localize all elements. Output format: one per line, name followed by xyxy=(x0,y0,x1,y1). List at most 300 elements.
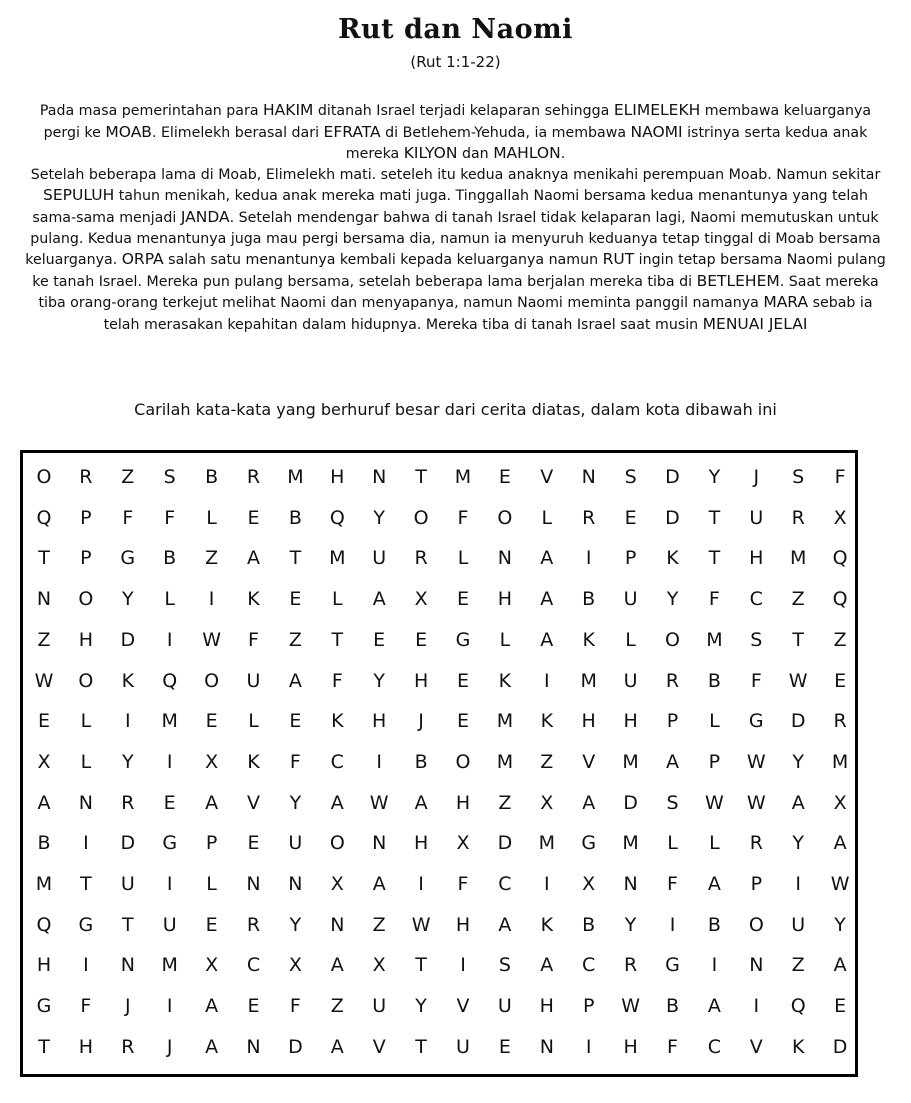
grid-letter[interactable]: P xyxy=(624,547,637,570)
grid-letter[interactable]: K xyxy=(540,710,554,733)
grid-letter[interactable]: F xyxy=(289,750,301,773)
grid-letter[interactable]: P xyxy=(708,750,721,773)
grid-letter[interactable]: T xyxy=(331,628,344,651)
grid-letter[interactable]: G xyxy=(120,547,136,570)
grid-letter[interactable]: I xyxy=(124,710,131,733)
grid-letter[interactable]: F xyxy=(164,506,176,529)
grid-letter[interactable]: F xyxy=(457,873,469,895)
grid-letter[interactable]: E xyxy=(415,628,428,651)
grid-letter[interactable]: A xyxy=(833,954,847,977)
grid-letter[interactable]: T xyxy=(38,1035,50,1058)
grid-letter[interactable]: N xyxy=(246,873,261,895)
grid-letter[interactable]: D xyxy=(665,466,680,488)
grid-letter[interactable]: A xyxy=(833,832,847,855)
grid-letter[interactable]: I xyxy=(795,873,801,895)
grid-letter[interactable]: X xyxy=(456,832,470,855)
grid-letter[interactable]: H xyxy=(78,628,94,651)
grid-letter[interactable]: I xyxy=(585,547,592,570)
grid-letter[interactable]: P xyxy=(582,995,595,1018)
grid-letter[interactable]: U xyxy=(749,506,764,529)
grid-letter[interactable]: A xyxy=(288,669,302,692)
grid-letter[interactable]: V xyxy=(247,791,260,814)
grid-letter[interactable]: Z xyxy=(205,547,219,570)
grid-letter[interactable]: M xyxy=(580,669,597,692)
grid-letter[interactable]: I xyxy=(418,873,424,895)
grid-letter[interactable]: E xyxy=(247,995,260,1018)
grid-letter[interactable]: G xyxy=(455,628,471,651)
grid-letter[interactable]: M xyxy=(538,832,555,855)
grid-letter[interactable]: X xyxy=(833,506,847,529)
grid-letter[interactable]: T xyxy=(289,547,302,570)
grid-letter[interactable]: H xyxy=(413,832,429,855)
grid-letter[interactable]: I xyxy=(166,995,173,1018)
grid-letter[interactable]: B xyxy=(665,995,680,1018)
grid-letter[interactable]: V xyxy=(372,1035,386,1058)
grid-letter[interactable]: D xyxy=(832,1035,848,1058)
grid-letter[interactable]: K xyxy=(498,669,512,692)
grid-letter[interactable]: Z xyxy=(791,588,805,611)
grid-letter[interactable]: M xyxy=(789,547,807,570)
grid-letter[interactable]: N xyxy=(372,466,387,488)
grid-letter[interactable]: Q xyxy=(790,995,806,1018)
grid-letter[interactable]: F xyxy=(331,669,343,692)
grid-letter[interactable]: N xyxy=(581,466,596,488)
grid-letter[interactable]: P xyxy=(666,710,679,733)
grid-letter[interactable]: M xyxy=(287,466,304,488)
grid-letter[interactable]: Y xyxy=(373,506,385,529)
grid-letter[interactable]: S xyxy=(163,466,176,488)
grid-letter[interactable]: O xyxy=(329,832,345,855)
grid-letter[interactable]: T xyxy=(38,547,50,570)
grid-letter[interactable]: M xyxy=(329,547,346,570)
grid-letter[interactable]: Y xyxy=(121,750,134,773)
grid-letter[interactable]: A xyxy=(330,1035,344,1058)
grid-letter[interactable]: S xyxy=(792,466,805,488)
grid-letter[interactable]: L xyxy=(248,710,259,733)
grid-letter[interactable]: X xyxy=(205,750,219,773)
grid-letter[interactable]: E xyxy=(498,466,511,488)
grid-letter[interactable]: X xyxy=(414,588,428,611)
grid-letter[interactable]: T xyxy=(80,873,92,895)
grid-letter[interactable]: E xyxy=(205,710,218,733)
grid-letter[interactable]: H xyxy=(455,791,471,814)
grid-letter[interactable]: N xyxy=(36,588,52,611)
grid-letter[interactable]: L xyxy=(709,832,720,855)
grid-letter[interactable]: C xyxy=(330,750,344,773)
grid-letter[interactable]: P xyxy=(750,873,763,895)
grid-letter[interactable]: L xyxy=(709,710,720,733)
grid-letter[interactable]: O xyxy=(455,750,471,773)
grid-letter[interactable]: O xyxy=(36,466,52,488)
grid-letter[interactable]: V xyxy=(749,1035,763,1058)
grid-letter[interactable]: N xyxy=(78,791,93,814)
grid-letter[interactable]: K xyxy=(791,1035,805,1058)
grid-letter[interactable]: G xyxy=(36,995,52,1018)
grid-letter[interactable]: Y xyxy=(792,832,804,855)
grid-letter[interactable]: X xyxy=(540,791,554,814)
grid-letter[interactable]: D xyxy=(120,628,136,651)
grid-letter[interactable]: N xyxy=(497,547,512,570)
grid-letter[interactable]: N xyxy=(539,1035,554,1058)
grid-letter[interactable]: O xyxy=(204,669,220,692)
grid-letter[interactable]: O xyxy=(78,669,94,692)
grid-letter[interactable]: V xyxy=(582,750,596,773)
grid-letter[interactable]: E xyxy=(289,710,302,733)
grid-letter[interactable]: U xyxy=(288,832,303,855)
grid-letter[interactable]: A xyxy=(707,995,721,1018)
grid-letter[interactable]: K xyxy=(121,669,135,692)
grid-letter[interactable]: H xyxy=(372,710,387,733)
grid-letter[interactable]: Y xyxy=(792,750,804,773)
grid-letter[interactable]: W xyxy=(788,669,808,692)
grid-letter[interactable]: F xyxy=(667,873,678,895)
grid-letter[interactable]: R xyxy=(79,466,93,488)
grid-letter[interactable]: I xyxy=(376,750,382,773)
grid-letter[interactable]: F xyxy=(834,466,846,488)
grid-letter[interactable]: M xyxy=(496,750,514,773)
grid-letter[interactable]: C xyxy=(246,954,261,977)
grid-letter[interactable]: G xyxy=(78,913,94,936)
grid-letter[interactable]: R xyxy=(246,466,261,488)
grid-letter[interactable]: I xyxy=(543,669,550,692)
grid-letter[interactable]: L xyxy=(667,832,678,855)
grid-letter[interactable]: B xyxy=(205,466,219,488)
grid-letter[interactable]: O xyxy=(497,506,513,529)
grid-letter[interactable]: U xyxy=(372,995,387,1018)
grid-letter[interactable]: B xyxy=(163,547,177,570)
grid-letter[interactable]: F xyxy=(457,506,469,529)
grid-letter[interactable]: L xyxy=(457,547,469,570)
grid-letter[interactable]: L xyxy=(625,628,636,651)
grid-letter[interactable]: W xyxy=(704,791,724,814)
grid-letter[interactable]: E xyxy=(163,791,176,814)
grid-letter[interactable]: D xyxy=(623,791,638,814)
grid-letter[interactable]: I xyxy=(83,954,89,977)
grid-letter[interactable]: R xyxy=(246,913,261,936)
grid-letter[interactable]: H xyxy=(36,954,52,977)
grid-letter[interactable]: T xyxy=(415,1035,427,1058)
grid-letter[interactable]: O xyxy=(413,506,429,529)
grid-letter[interactable]: K xyxy=(247,588,260,611)
grid-letter[interactable]: H xyxy=(330,466,345,488)
grid-letter[interactable]: M xyxy=(454,466,472,488)
grid-letter[interactable]: A xyxy=(582,791,596,814)
grid-letter[interactable]: A xyxy=(372,873,386,895)
grid-letter[interactable]: A xyxy=(791,791,805,814)
grid-letter[interactable]: J xyxy=(753,466,760,488)
grid-letter[interactable]: A xyxy=(205,995,219,1018)
grid-letter[interactable]: Z xyxy=(540,750,554,773)
grid-letter[interactable]: A xyxy=(330,791,344,814)
grid-letter[interactable]: A xyxy=(330,954,344,977)
grid-letter[interactable]: R xyxy=(121,1035,135,1058)
grid-letter[interactable]: D xyxy=(288,1035,303,1058)
grid-letter[interactable]: I xyxy=(669,913,676,936)
grid-letter[interactable]: U xyxy=(372,547,387,570)
grid-letter[interactable]: N xyxy=(372,832,387,855)
grid-letter[interactable]: B xyxy=(582,588,596,611)
grid-letter[interactable]: A xyxy=(540,954,554,977)
grid-letter[interactable]: Y xyxy=(708,466,721,488)
grid-letter[interactable]: Y xyxy=(289,791,302,814)
grid-letter[interactable]: R xyxy=(623,954,638,977)
grid-letter[interactable]: I xyxy=(166,873,173,895)
grid-letter[interactable]: T xyxy=(708,506,721,529)
grid-letter[interactable]: A xyxy=(372,588,386,611)
grid-letter[interactable]: Y xyxy=(415,995,427,1018)
grid-letter[interactable]: E xyxy=(373,628,386,651)
grid-letter[interactable]: E xyxy=(456,588,469,611)
grid-letter[interactable]: R xyxy=(582,506,596,529)
grid-letter[interactable]: E xyxy=(289,588,302,611)
grid-letter[interactable]: X xyxy=(582,873,596,895)
grid-letter[interactable]: N xyxy=(749,954,764,977)
grid-letter[interactable]: U xyxy=(623,588,638,611)
grid-letter[interactable]: E xyxy=(205,913,218,936)
grid-letter[interactable]: U xyxy=(246,669,261,692)
grid-letter[interactable]: V xyxy=(540,466,554,488)
grid-letter[interactable]: L xyxy=(206,506,217,529)
grid-letter[interactable]: M xyxy=(831,750,849,773)
grid-letter[interactable]: D xyxy=(497,832,513,855)
grid-letter[interactable]: E xyxy=(498,1035,511,1058)
grid-letter[interactable]: W xyxy=(369,791,389,814)
grid-letter[interactable]: M xyxy=(35,873,53,895)
grid-letter[interactable]: I xyxy=(208,588,215,611)
grid-letter[interactable]: A xyxy=(666,750,679,773)
grid-letter[interactable]: N xyxy=(120,954,135,977)
grid-letter[interactable]: U xyxy=(162,913,177,936)
grid-letter[interactable]: F xyxy=(122,506,134,529)
grid-letter[interactable]: P xyxy=(80,506,92,529)
grid-letter[interactable]: W xyxy=(830,873,850,895)
grid-letter[interactable]: R xyxy=(833,710,847,733)
grid-letter[interactable]: N xyxy=(330,913,345,936)
grid-letter[interactable]: A xyxy=(707,873,721,895)
grid-letter[interactable]: J xyxy=(166,1035,173,1058)
grid-letter[interactable]: E xyxy=(624,506,637,529)
grid-letter[interactable]: W xyxy=(202,628,221,651)
grid-letter[interactable]: X xyxy=(37,750,51,773)
grid-letter[interactable]: I xyxy=(711,954,718,977)
grid-letter[interactable]: B xyxy=(288,506,302,529)
grid-letter[interactable]: C xyxy=(707,1035,722,1058)
grid-letter[interactable]: E xyxy=(834,995,847,1018)
grid-letter[interactable]: R xyxy=(121,791,135,814)
grid-letter[interactable]: E xyxy=(247,506,260,529)
grid-letter[interactable]: X xyxy=(330,873,344,895)
grid-letter[interactable]: O xyxy=(665,628,680,651)
grid-letter[interactable]: Z xyxy=(121,466,135,488)
grid-letter[interactable]: A xyxy=(540,628,554,651)
grid-letter[interactable]: K xyxy=(540,913,554,936)
grid-letter[interactable]: T xyxy=(415,954,427,977)
grid-letter[interactable]: E xyxy=(37,710,50,733)
grid-letter[interactable]: N xyxy=(623,873,638,895)
grid-letter[interactable]: D xyxy=(790,710,806,733)
grid-letter[interactable]: Z xyxy=(791,954,805,977)
grid-letter[interactable]: I xyxy=(543,873,550,895)
grid-letter[interactable]: A xyxy=(205,1035,219,1058)
grid-letter[interactable]: I xyxy=(166,628,173,651)
grid-letter[interactable]: I xyxy=(753,995,760,1018)
grid-letter[interactable]: H xyxy=(623,1035,638,1058)
grid-letter[interactable]: A xyxy=(205,791,219,814)
grid-letter[interactable]: F xyxy=(289,995,301,1018)
grid-letter[interactable]: K xyxy=(666,547,679,570)
grid-letter[interactable]: L xyxy=(164,588,175,611)
grid-letter[interactable]: J xyxy=(124,995,131,1018)
grid-letter[interactable]: O xyxy=(748,913,764,936)
grid-letter[interactable]: Z xyxy=(37,628,51,651)
grid-letter[interactable]: Z xyxy=(498,791,512,814)
grid-letter[interactable]: V xyxy=(456,995,470,1018)
grid-letter[interactable]: H xyxy=(78,1035,94,1058)
grid-letter[interactable]: F xyxy=(667,1035,678,1058)
grid-letter[interactable]: B xyxy=(582,913,596,936)
grid-letter[interactable]: X xyxy=(372,954,386,977)
grid-letter[interactable]: U xyxy=(623,669,638,692)
grid-letter[interactable]: Z xyxy=(288,628,302,651)
grid-letter[interactable]: D xyxy=(120,832,136,855)
grid-letter[interactable]: X xyxy=(205,954,219,977)
grid-letter[interactable]: S xyxy=(666,791,679,814)
grid-letter[interactable]: N xyxy=(288,873,303,895)
grid-letter[interactable]: P xyxy=(205,832,218,855)
grid-letter[interactable]: M xyxy=(622,832,639,855)
grid-letter[interactable]: A xyxy=(540,588,554,611)
grid-letter[interactable]: Y xyxy=(289,913,302,936)
grid-letter[interactable]: U xyxy=(120,873,135,895)
grid-letter[interactable]: M xyxy=(622,750,639,773)
grid-letter[interactable]: Z xyxy=(330,995,344,1018)
grid-letter[interactable]: J xyxy=(418,710,424,733)
grid-letter[interactable]: Y xyxy=(834,913,846,936)
grid-letter[interactable]: S xyxy=(498,954,511,977)
grid-letter[interactable]: Q xyxy=(36,913,52,936)
grid-letter[interactable]: M xyxy=(706,628,723,651)
grid-letter[interactable]: U xyxy=(456,1035,470,1058)
grid-letter[interactable]: G xyxy=(162,832,178,855)
grid-letter[interactable]: G xyxy=(748,710,764,733)
grid-letter[interactable]: C xyxy=(749,588,763,611)
grid-letter[interactable]: E xyxy=(456,669,469,692)
grid-letter[interactable]: F xyxy=(248,628,259,651)
grid-letter[interactable]: X xyxy=(833,791,847,814)
grid-letter[interactable]: Q xyxy=(832,588,848,611)
grid-letter[interactable]: S xyxy=(750,628,763,651)
grid-letter[interactable]: R xyxy=(791,506,805,529)
grid-letter[interactable]: L xyxy=(499,628,511,651)
grid-letter[interactable]: H xyxy=(581,710,596,733)
grid-letter[interactable]: R xyxy=(414,547,428,570)
grid-letter[interactable]: R xyxy=(665,669,680,692)
grid-letter[interactable]: T xyxy=(121,913,134,936)
grid-letter[interactable]: H xyxy=(539,995,554,1018)
grid-letter[interactable]: Y xyxy=(373,669,385,692)
grid-letter[interactable]: L xyxy=(541,506,553,529)
grid-letter[interactable]: H xyxy=(413,669,429,692)
grid-letter[interactable]: W xyxy=(34,669,54,692)
grid-letter[interactable]: W xyxy=(411,913,431,936)
grid-letter[interactable]: H xyxy=(455,913,471,936)
grid-letter[interactable]: B xyxy=(707,913,721,936)
grid-letter[interactable]: R xyxy=(749,832,763,855)
grid-letter[interactable]: T xyxy=(415,466,427,488)
grid-letter[interactable]: B xyxy=(37,832,51,855)
grid-letter[interactable]: L xyxy=(332,588,343,611)
grid-letter[interactable]: F xyxy=(708,588,720,611)
grid-letter[interactable]: I xyxy=(83,832,89,855)
grid-letter[interactable]: U xyxy=(497,995,512,1018)
grid-letter[interactable]: G xyxy=(665,954,680,977)
grid-letter[interactable]: A xyxy=(37,791,51,814)
grid-letter[interactable]: B xyxy=(707,669,721,692)
grid-letter[interactable]: C xyxy=(498,873,512,895)
grid-letter[interactable]: F xyxy=(80,995,92,1018)
grid-letter[interactable]: T xyxy=(708,547,721,570)
grid-letter[interactable]: K xyxy=(331,710,344,733)
grid-letter[interactable]: Z xyxy=(833,628,847,651)
grid-letter[interactable]: Q xyxy=(36,506,52,529)
grid-letter[interactable]: M xyxy=(496,710,514,733)
grid-letter[interactable]: Y xyxy=(121,588,134,611)
grid-letter[interactable]: D xyxy=(665,506,680,529)
grid-letter[interactable]: A xyxy=(247,547,260,570)
grid-letter[interactable]: E xyxy=(834,669,847,692)
grid-letter[interactable]: B xyxy=(414,750,428,773)
grid-letter[interactable]: I xyxy=(585,1035,592,1058)
grid-letter[interactable]: K xyxy=(247,750,260,773)
grid-letter[interactable]: N xyxy=(246,1035,261,1058)
grid-letter[interactable]: Y xyxy=(624,913,637,936)
grid-letter[interactable]: M xyxy=(161,954,178,977)
grid-letter[interactable]: C xyxy=(582,954,596,977)
grid-letter[interactable]: Q xyxy=(832,547,848,570)
grid-letter[interactable]: X xyxy=(288,954,302,977)
grid-letter[interactable]: Y xyxy=(666,588,679,611)
grid-letter[interactable]: O xyxy=(78,588,94,611)
grid-letter[interactable]: P xyxy=(80,547,92,570)
grid-letter[interactable]: Q xyxy=(329,506,345,529)
grid-letter[interactable]: L xyxy=(206,873,217,895)
grid-letter[interactable]: Q xyxy=(162,669,178,692)
grid-letter[interactable]: E xyxy=(456,710,469,733)
grid-letter[interactable]: A xyxy=(414,791,428,814)
grid-letter[interactable]: W xyxy=(621,995,640,1018)
grid-letter[interactable]: W xyxy=(746,750,766,773)
grid-letter[interactable]: I xyxy=(460,954,466,977)
grid-letter[interactable]: E xyxy=(247,832,260,855)
grid-letter[interactable]: H xyxy=(623,710,638,733)
grid-letter[interactable]: H xyxy=(749,547,764,570)
grid-letter[interactable]: I xyxy=(166,750,173,773)
grid-letter[interactable]: L xyxy=(80,710,92,733)
grid-letter[interactable]: K xyxy=(582,628,595,651)
grid-letter[interactable]: Z xyxy=(372,913,386,936)
grid-letter[interactable]: M xyxy=(161,710,178,733)
grid-letter[interactable]: T xyxy=(792,628,804,651)
grid-letter[interactable]: S xyxy=(624,466,637,488)
grid-letter[interactable]: A xyxy=(498,913,512,936)
grid-letter[interactable]: W xyxy=(746,791,766,814)
grid-letter[interactable]: U xyxy=(791,913,806,936)
grid-letter[interactable]: H xyxy=(497,588,513,611)
grid-letter[interactable]: A xyxy=(540,547,554,570)
grid-letter[interactable]: F xyxy=(750,669,762,692)
grid-letter[interactable]: G xyxy=(581,832,597,855)
grid-letter[interactable]: L xyxy=(80,750,92,773)
